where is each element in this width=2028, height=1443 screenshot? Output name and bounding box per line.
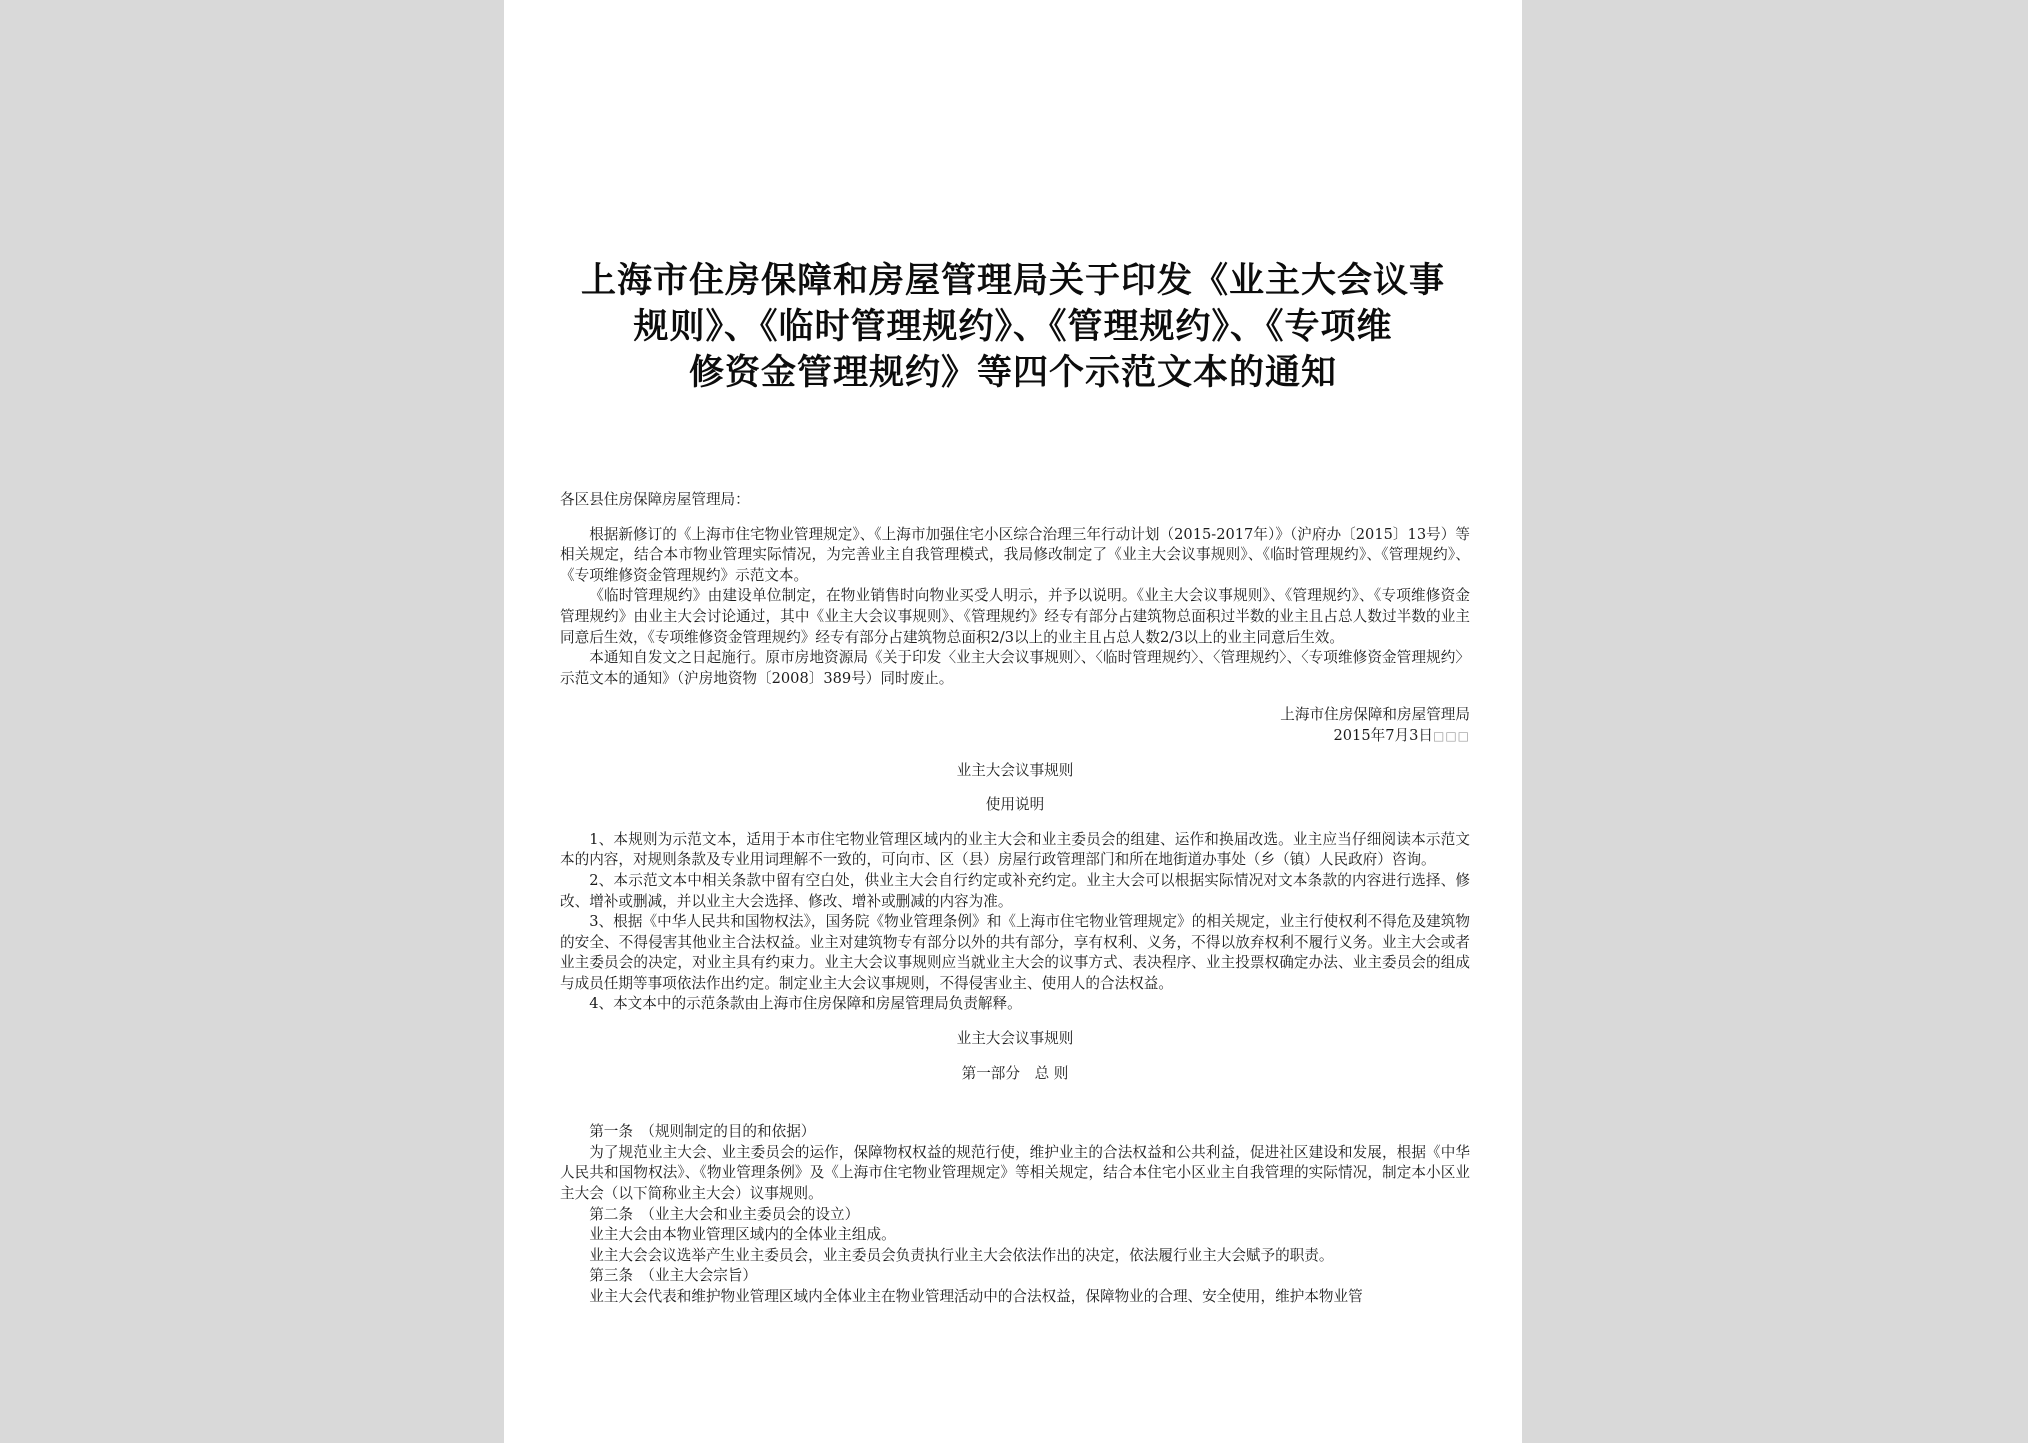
spacer [560,816,1470,830]
spacer [560,781,1470,795]
spacer [560,1015,1470,1029]
usage-item-4: 4、本文本中的示范条款由上海市住房保障和房屋管理局负责解释。 [589,995,1022,1013]
usage-item-2: 2、本示范文本中相关条款中留有空白处，供业主大会自行约定或补充约定。业主大会可以根据实际情况对文本条款的内容进行选择、修改、增补或删减，并以业主大会选择、修改、增补或删减的内容为准。 [560,871,1470,910]
title-line-1: 上海市住房保障和房屋管理局关于印发《业主大会议事 [580,261,1445,301]
salutation: 各区县住房保障房屋管理局： [560,491,750,508]
notice-paragraph-3: 本通知自发文之日起施行。原市房地资源局《关于印发〈业主大会议事规则〉、〈临时管理规约〉、〈管理规约〉、〈专项维修资金管理规约〉示范文本的通知》（沪房地资物〔2008〕389号）同时废止。 [560,649,1470,687]
article-1-title: 第一条 （规则制定的目的和依据） [589,1123,816,1141]
spacer [560,1050,1470,1064]
spacer [560,1084,1470,1122]
usage-item-3: 3、根据《中华人民共和国物权法》，国务院《物业管理条例》和《上海市住宅物业管理规定》的相关规定，业主行使权利不得危及建筑物的安全、不得侵害其他业主合法权益。业主对建筑物专有部分以外的共有部分，享有权利、义务，不得以放弃权利不履行义务。业主大会或者业主委员会的决定，对业主具有约束力。业主大会议事规则应当就业主大会的议事方式、表决程序、业主投票权确定办法、业主委员会的组成与成员任期等事项依法作出约定。制定业主大会议事规则，不得侵害业主、使用人的合法权益。 [560,913,1470,992]
article-3-text: 业主大会代表和维护物业管理区域内全体业主在物业管理活动中的合法权益，保障物业的合理、安全使用，维护本物业管 [589,1288,1363,1305]
usage-heading: 使用说明 [985,796,1045,814]
document-body [560,490,1470,1308]
date-boxes: □□□ [1432,728,1470,743]
article-2-title: 第二条 （业主大会和业主委员会的设立） [589,1205,860,1223]
article-2-text-2: 业主大会会议选举产生业主委员会，业主委员会负责执行业主大会依法作出的决定，依法履行业主大会赋予的职责。 [589,1246,1334,1264]
title-line-2: 规则》、《临时管理规约》、《管理规约》、《专项维 [633,307,1393,347]
usage-item-1: 1、本规则为示范文本，适用于本市住宅物业管理区域内的业主大会和业主委员会的组建、运作和换届改选。业主应当仔细阅读本示范文本的内容，对规则条款及专业用词理解不一致的，可向市、区（县）房屋行政管理部门和所在地街道办事处（乡（镇）人民政府）咨询。 [560,830,1470,869]
rules-heading: 业主大会议事规则 [956,761,1074,779]
issue-date: 2015年7月3日 [1333,726,1433,744]
notice-paragraph-2: 《临时管理规约》由建设单位制定，在物业销售时向物业买受人明示，并予以说明。《业主大会议事规则》、《管理规约》、《专项维修资金管理规约》由业主大会讨论通过，其中《业主大会议事规则》、《管理规约》经专有部分占建筑物总面积过半数的业主且占总人数过半数的业主同意后生效，《专项维修资金管理规约》经专有部分占建筑物总面积2/3以上的业主且占总人数2/3以上的业主同意后生效。 [560,587,1470,646]
signature-block [560,705,1470,746]
article-1-text: 为了规范业主大会、业主委员会的运作，保障物权权益的规范行使，维护业主的合法权益和公共利益，促进社区建设和发展，根据《中华人民共和国物权法》、《物业管理条例》及《上海市住宅物业管理规定》等相关规定，结合本住宅小区业主自我管理的实际情况，制定本小区业主大会（以下简称业主大会）议事规则。 [560,1143,1470,1203]
notice-paragraph-1: 根据新修订的《上海市住宅物业管理规定》、《上海市加强住宅小区综合治理三年行动计划（2015-2017年）》（沪府办〔2015〕13号）等相关规定，结合本市物业管理实际情况，为完善业主自我管理模式，我局修改制定了《业主大会议事规则》、《临时管理规约》、《管理规约》、《专项维修资金管理规约》示范文本。 [560,525,1470,584]
part-heading: 第一部分 总 则 [961,1064,1069,1082]
article-3-title: 第三条 （业主大会宗旨） [589,1267,758,1285]
title-line-3: 修资金管理规约》等四个示范文本的通知 [688,353,1337,393]
spacer [560,511,1470,525]
document-page [504,0,1522,1443]
spacer [560,747,1470,761]
article-2-text-1: 业主大会由本物业管理区域内的全体业主组成。 [589,1226,896,1244]
issue-date-line [560,726,1470,747]
issuer: 上海市住房保障和房屋管理局 [1280,706,1470,724]
document-title [554,258,1472,396]
rules-body-heading: 业主大会议事规则 [956,1030,1074,1048]
